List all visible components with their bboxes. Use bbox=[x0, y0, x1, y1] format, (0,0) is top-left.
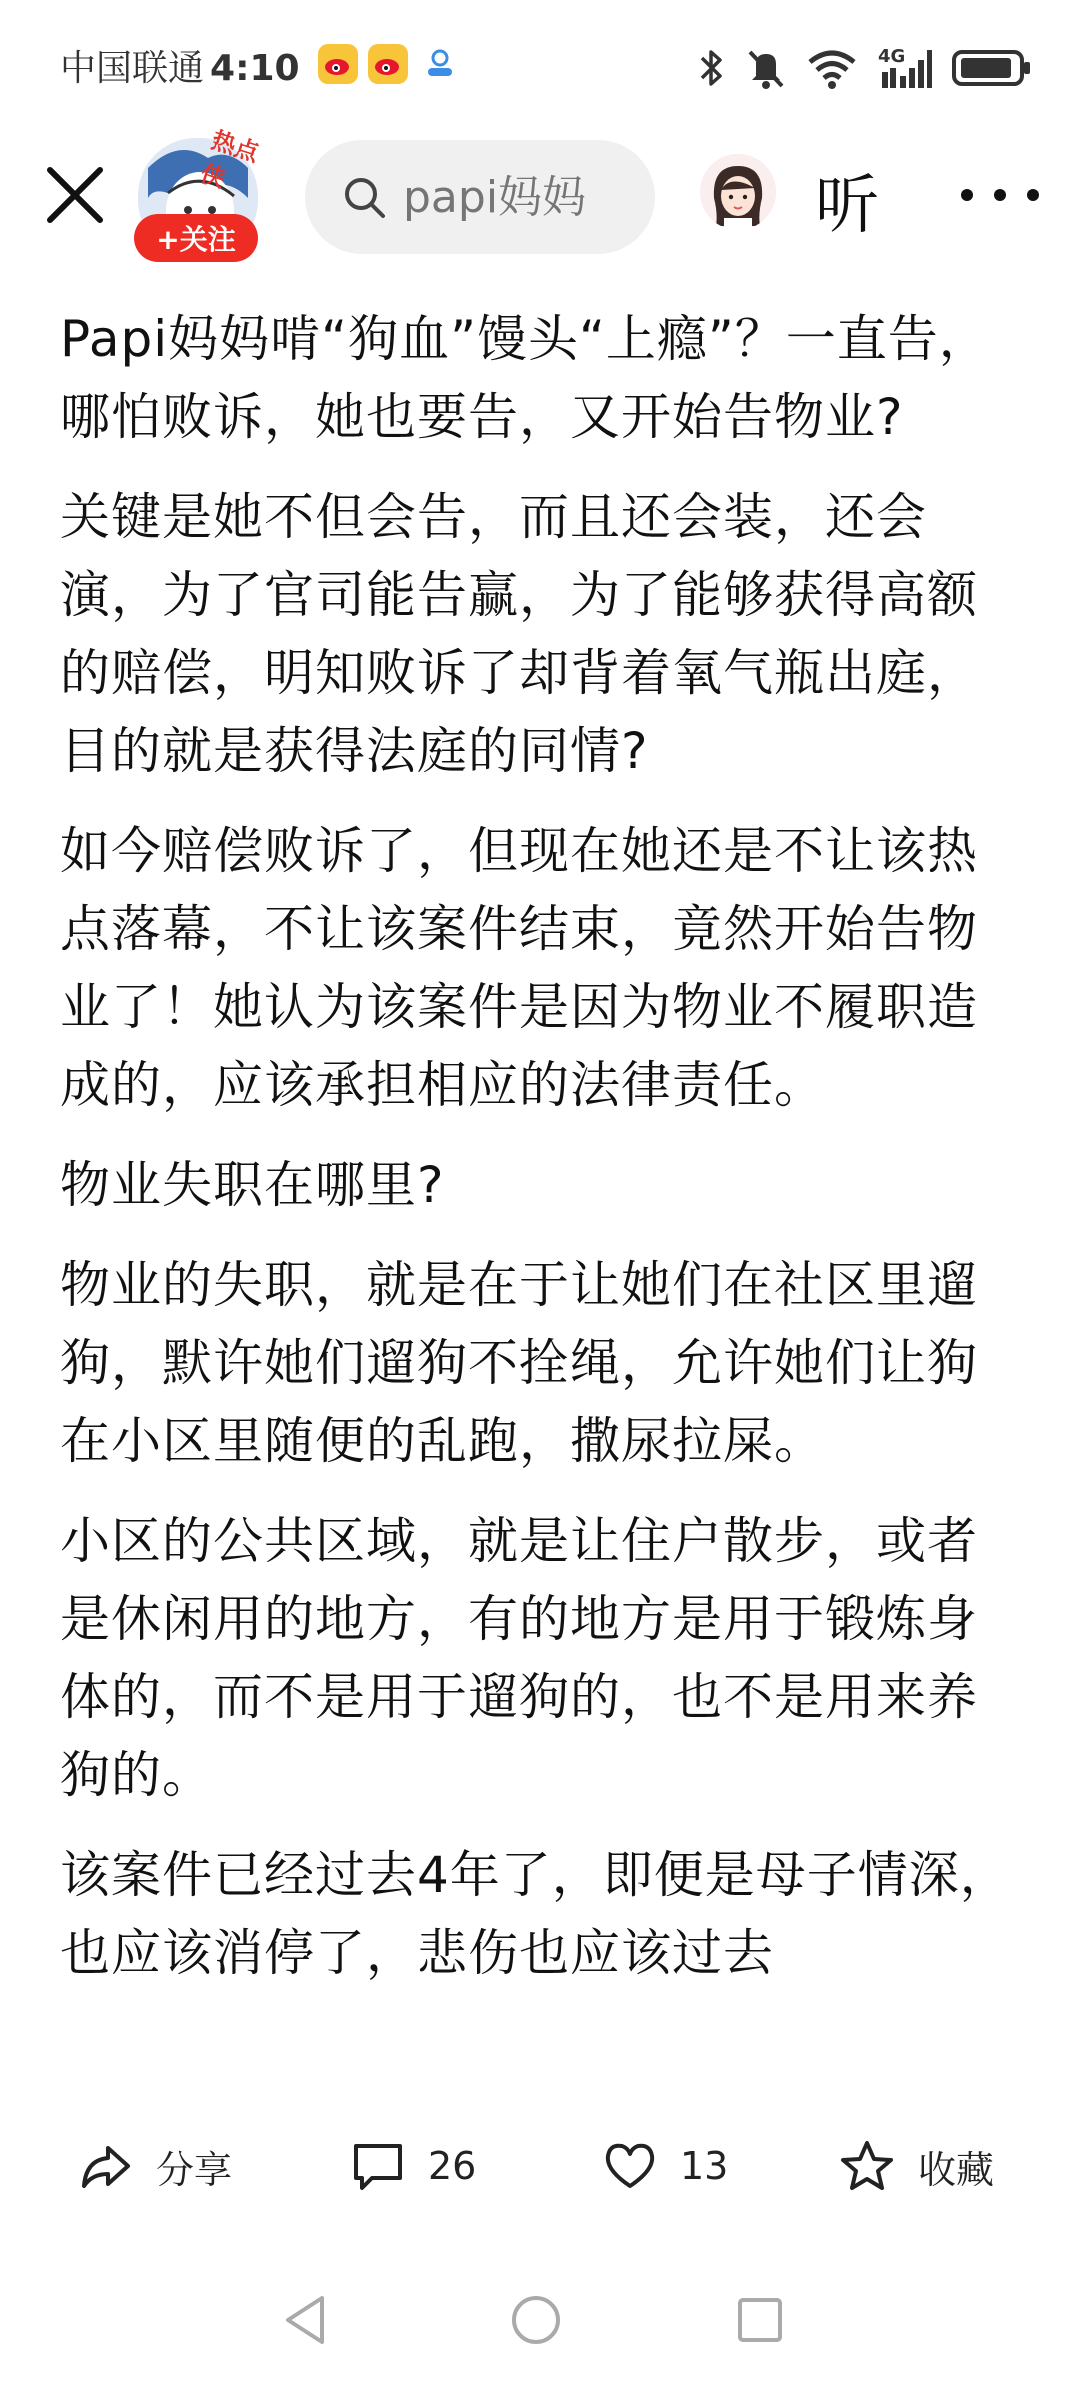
follow-button[interactable]: +关注 bbox=[134, 214, 258, 262]
home-button[interactable] bbox=[506, 2290, 566, 2354]
article-body bbox=[60, 300, 1020, 2080]
home-circle-icon bbox=[506, 2290, 566, 2350]
signal-icon bbox=[878, 46, 932, 90]
system-nav-bar bbox=[0, 2270, 1080, 2388]
network-type: 4G bbox=[878, 46, 906, 67]
share-label: 分享 bbox=[156, 2147, 233, 2192]
like-button[interactable] bbox=[602, 2126, 728, 2206]
article-paragraph: 如今赔偿败诉了，但现在她还是不让该热点落幕，不让该案件结束，竟然开始告物业了！她认为该案件是因为物业不履职造成的，应该承担相应的法律责任。 bbox=[60, 822, 978, 1114]
wifi-icon bbox=[806, 46, 858, 90]
weibo-notification-icon bbox=[318, 44, 358, 84]
carrier-time bbox=[60, 40, 300, 91]
close-icon bbox=[40, 160, 110, 230]
comment-icon bbox=[350, 2138, 406, 2194]
top-bar bbox=[0, 125, 1080, 270]
comment-count: 26 bbox=[428, 2144, 477, 2188]
recents-button[interactable] bbox=[730, 2290, 790, 2354]
share-icon bbox=[78, 2138, 134, 2194]
more-dots-icon bbox=[945, 160, 1055, 230]
tts-voice-avatar[interactable] bbox=[700, 154, 776, 230]
favorite-button[interactable] bbox=[838, 2126, 994, 2206]
status-bar bbox=[0, 0, 1080, 140]
search-input[interactable] bbox=[401, 171, 645, 224]
like-count: 13 bbox=[680, 2144, 729, 2188]
clock: 4:10 bbox=[210, 48, 300, 89]
action-bar bbox=[0, 2100, 1080, 2230]
comment-button[interactable] bbox=[350, 2126, 476, 2206]
recents-square-icon bbox=[730, 2290, 790, 2350]
search-box[interactable] bbox=[305, 140, 655, 254]
back-button[interactable] bbox=[276, 2290, 336, 2354]
back-triangle-icon bbox=[276, 2290, 336, 2350]
hot-tag: 热点侠 bbox=[197, 125, 263, 194]
author-avatar-group[interactable] bbox=[130, 125, 270, 270]
more-button[interactable] bbox=[945, 160, 1055, 230]
carrier-name: 中国联通 bbox=[60, 48, 205, 89]
search-icon bbox=[341, 174, 387, 220]
status-icons bbox=[696, 44, 1032, 92]
favorite-label: 收藏 bbox=[918, 2147, 995, 2192]
article-paragraph: 物业失职在哪里? bbox=[60, 1156, 445, 1214]
article-paragraph: 小区的公共区域，就是让住户散步，或者是休闲用的地方，有的地方是用于锻炼身体的，而不是用于遛狗的，也不是用来养狗的。 bbox=[60, 1512, 978, 1804]
close-button[interactable] bbox=[40, 160, 110, 230]
bluetooth-icon bbox=[696, 46, 726, 90]
battery-icon bbox=[952, 46, 1032, 90]
mute-icon bbox=[746, 46, 786, 90]
heart-icon bbox=[602, 2138, 658, 2194]
listen-button[interactable]: 听 bbox=[815, 169, 879, 243]
star-icon bbox=[838, 2138, 896, 2194]
weibo-notification-icon-2 bbox=[368, 44, 408, 84]
app-notification-icon bbox=[420, 44, 460, 84]
article-paragraph: 该案件已经过去4年了，即便是母子情深，也应该消停了，悲伤也应该过去 bbox=[60, 1846, 1011, 1982]
article-paragraph: Papi妈妈啃“狗血”馒头“上瘾”？一直告，哪怕败诉，她也要告，又开始告物业? bbox=[60, 310, 990, 446]
article-paragraph: 物业的失职，就是在于让她们在社区里遛狗，默许她们遛狗不拴绳，允许她们让狗在小区里随便的乱跑，撒尿拉屎。 bbox=[60, 1256, 978, 1470]
share-button[interactable] bbox=[78, 2126, 232, 2206]
article-paragraph: 关键是她不但会告，而且还会装，还会演，为了官司能告赢，为了能够获得高额的赔偿，明知败诉了却背着氧气瓶出庭，目的就是获得法庭的同情? bbox=[60, 488, 978, 780]
